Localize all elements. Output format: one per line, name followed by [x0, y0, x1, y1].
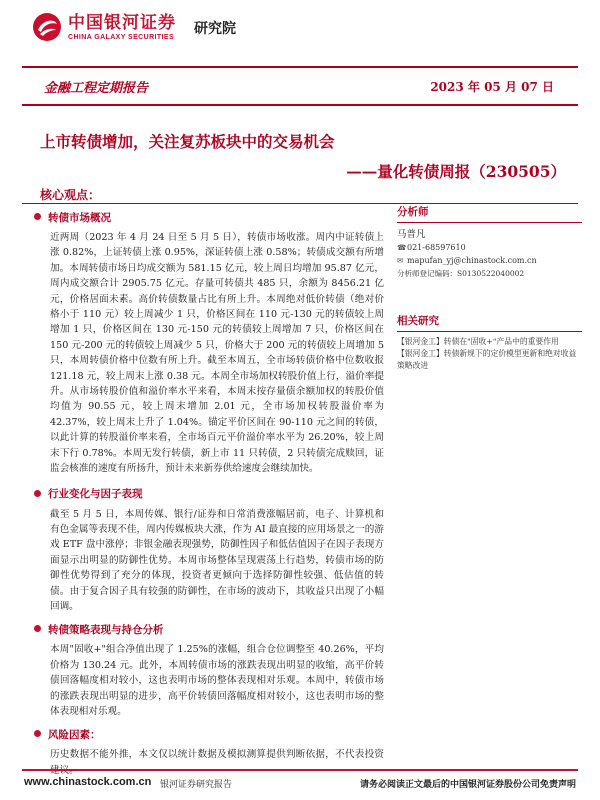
report-header-bar	[22, 74, 578, 98]
logo-english: CHINA GALAXY SECURITIES	[68, 33, 175, 41]
section-body: 近两周（2023 年 4 月 24 日至 5 月 5 日），转债市场收涨。周内中证转债上涨 0.82%，上证转债上涨 0.95%，深证转债上涨 0.58%；转债成交额有所增加。本周转债市场日均成交额为 581.15 亿元，较上周日均增加 95.87 亿元，周内成交额合计 2905.75 亿元。存量可转债共 485 只，余额为 8456.21 亿元，价格居面未素。高价转债数量占比有所上升。本周绝对低价转债（绝对价格小于 110 元）较上周减少 1 只，价格区间在 110 元-130 元的转债较上周增加 1 只，价格区间在 130 元-150 元的转债较上周增加 7 只，价格区间在 150 元-200 元的转债较上周减少 5 只，价格大于 200 元的转债较上周增加 5 只，本周转债价格中位数有所上升。截至本周五，全市场转债价格中位数收报 121.18 元，较上周末上涨 0.38 元。本周全市场加权转股价值上行，溢价率提升。从市场转股价值和溢价率水平来看，本周末按存量债余额加权的转股价值均值为 90.55 元，较上周末增加 2.01 元，全市场加权转股溢价率为 42.37%，较上周末上升了 1.04%。锚定平价区间在 90-110 元之间的转债，以此计算的转股溢价率来看，全市场百元平价溢价率水平为 26.20%，较上周末下行 0.78%。本周无发行转债，新上市 11 只转债，2 只转债完成赎回，证监会核准的速度有所扬升，预计未来新券供给速度会继续加快。	[50, 232, 384, 475]
section-header	[48, 208, 384, 226]
section-body: 截至 5 月 5 日，本周传媒、银行/证券和日常消费涨幅居前，电子、计算机和有色金属等表现不佳，周内传媒板块大涨，作为 AI 最直接的应用场景之一的游戏 ETF 盘中涨停；非银金融表现强势，防御性因子和低估值因子在因子表现方面显示出明显的防御性优势。本周市场整体呈现震荡上行趋势，转债市场的防御性优势得到了充分的体现，投资者更倾向于选择防御性较强、低估值的转债。由于复合因子具有较强的防御性，在市场的波动下，其收益只出现了小幅回调。	[50, 508, 384, 612]
report-subtitle: ——量化转债周报（230505）	[346, 162, 566, 181]
section-header	[48, 725, 384, 743]
section-title: 行业变化与因子表现	[48, 488, 143, 500]
analyst-heading: 分析师	[397, 204, 582, 223]
section-body: 历史数据不能外推，本文仅以统计数据及模拟测算提供判断依据，不代表投资	[50, 749, 384, 761]
header-rule-bottom	[22, 104, 578, 106]
section-title: 风险因素：	[48, 728, 101, 741]
section-body: 本周"固收+"组合净值出现了 1.25%的涨幅，组合仓位调整至 40.26%，平均价格为 130.24 元。此外，本周转债市场的涨跌表现出明显的收缩，高平价转债回落幅度相对较小，这也表明市场的整体表现相对乐观。本周中，转债市场的涨跌表现出明显的进步，高平价转债回落幅度相对较小，这也表明市场的整体表现相对乐观。	[50, 644, 384, 717]
bullet-icon	[34, 213, 41, 220]
section-header	[48, 620, 384, 638]
phone-icon: ☎	[397, 243, 407, 252]
report-title: 上市转债增加，关注复苏板块中的交易机会	[40, 132, 335, 151]
footer-url[interactable]: www.chinastock.com.cn	[24, 776, 152, 788]
bullet-icon	[34, 625, 41, 632]
bullet-icon	[34, 490, 41, 497]
report-date: 2023 年 05 月 07 日	[430, 79, 554, 94]
analyst-name: 马普凡	[397, 229, 426, 240]
footer-rule	[22, 769, 578, 771]
analyst-phone-row	[397, 241, 582, 254]
company-logo	[32, 8, 176, 46]
analyst-phone: 021-68597610	[407, 243, 466, 252]
logo-chinese: 中国银河证券	[68, 12, 176, 33]
related-item[interactable]: 【银河金工】转债在"固收+"产品中的重要作用	[397, 337, 559, 346]
section-title: 转债市场概况	[48, 211, 111, 224]
header-rule-top	[22, 66, 578, 68]
analyst-email-row	[397, 254, 582, 267]
related-heading: 相关研究	[397, 313, 582, 332]
sidebar	[397, 204, 582, 372]
footer-disclaimer: 请务必阅读正文最后的中国银河证券股份公司免责声明	[359, 780, 576, 790]
galaxy-logo-icon	[32, 12, 62, 42]
core-views-label: 核心观点：	[40, 188, 101, 202]
analyst-email[interactable]: mapufan_yj@chinastock.com.cn	[407, 256, 537, 265]
footer-label: 银河证券研究报告	[160, 780, 233, 790]
institute-label: 研究院	[194, 21, 236, 37]
email-icon: ✉	[397, 256, 404, 265]
analyst-registration: 分析师登记编码：S0130522040002	[397, 269, 525, 278]
section-title: 转债策略表现与持仓分析	[48, 623, 164, 636]
report-type: 金融工程定期报告	[44, 80, 149, 96]
section-header	[48, 485, 384, 503]
bullet-icon	[34, 730, 41, 737]
related-item[interactable]: 【银河金工】转债新规下的定价模型更新和绝对收益策略改进	[397, 349, 577, 370]
main-content	[48, 208, 384, 778]
